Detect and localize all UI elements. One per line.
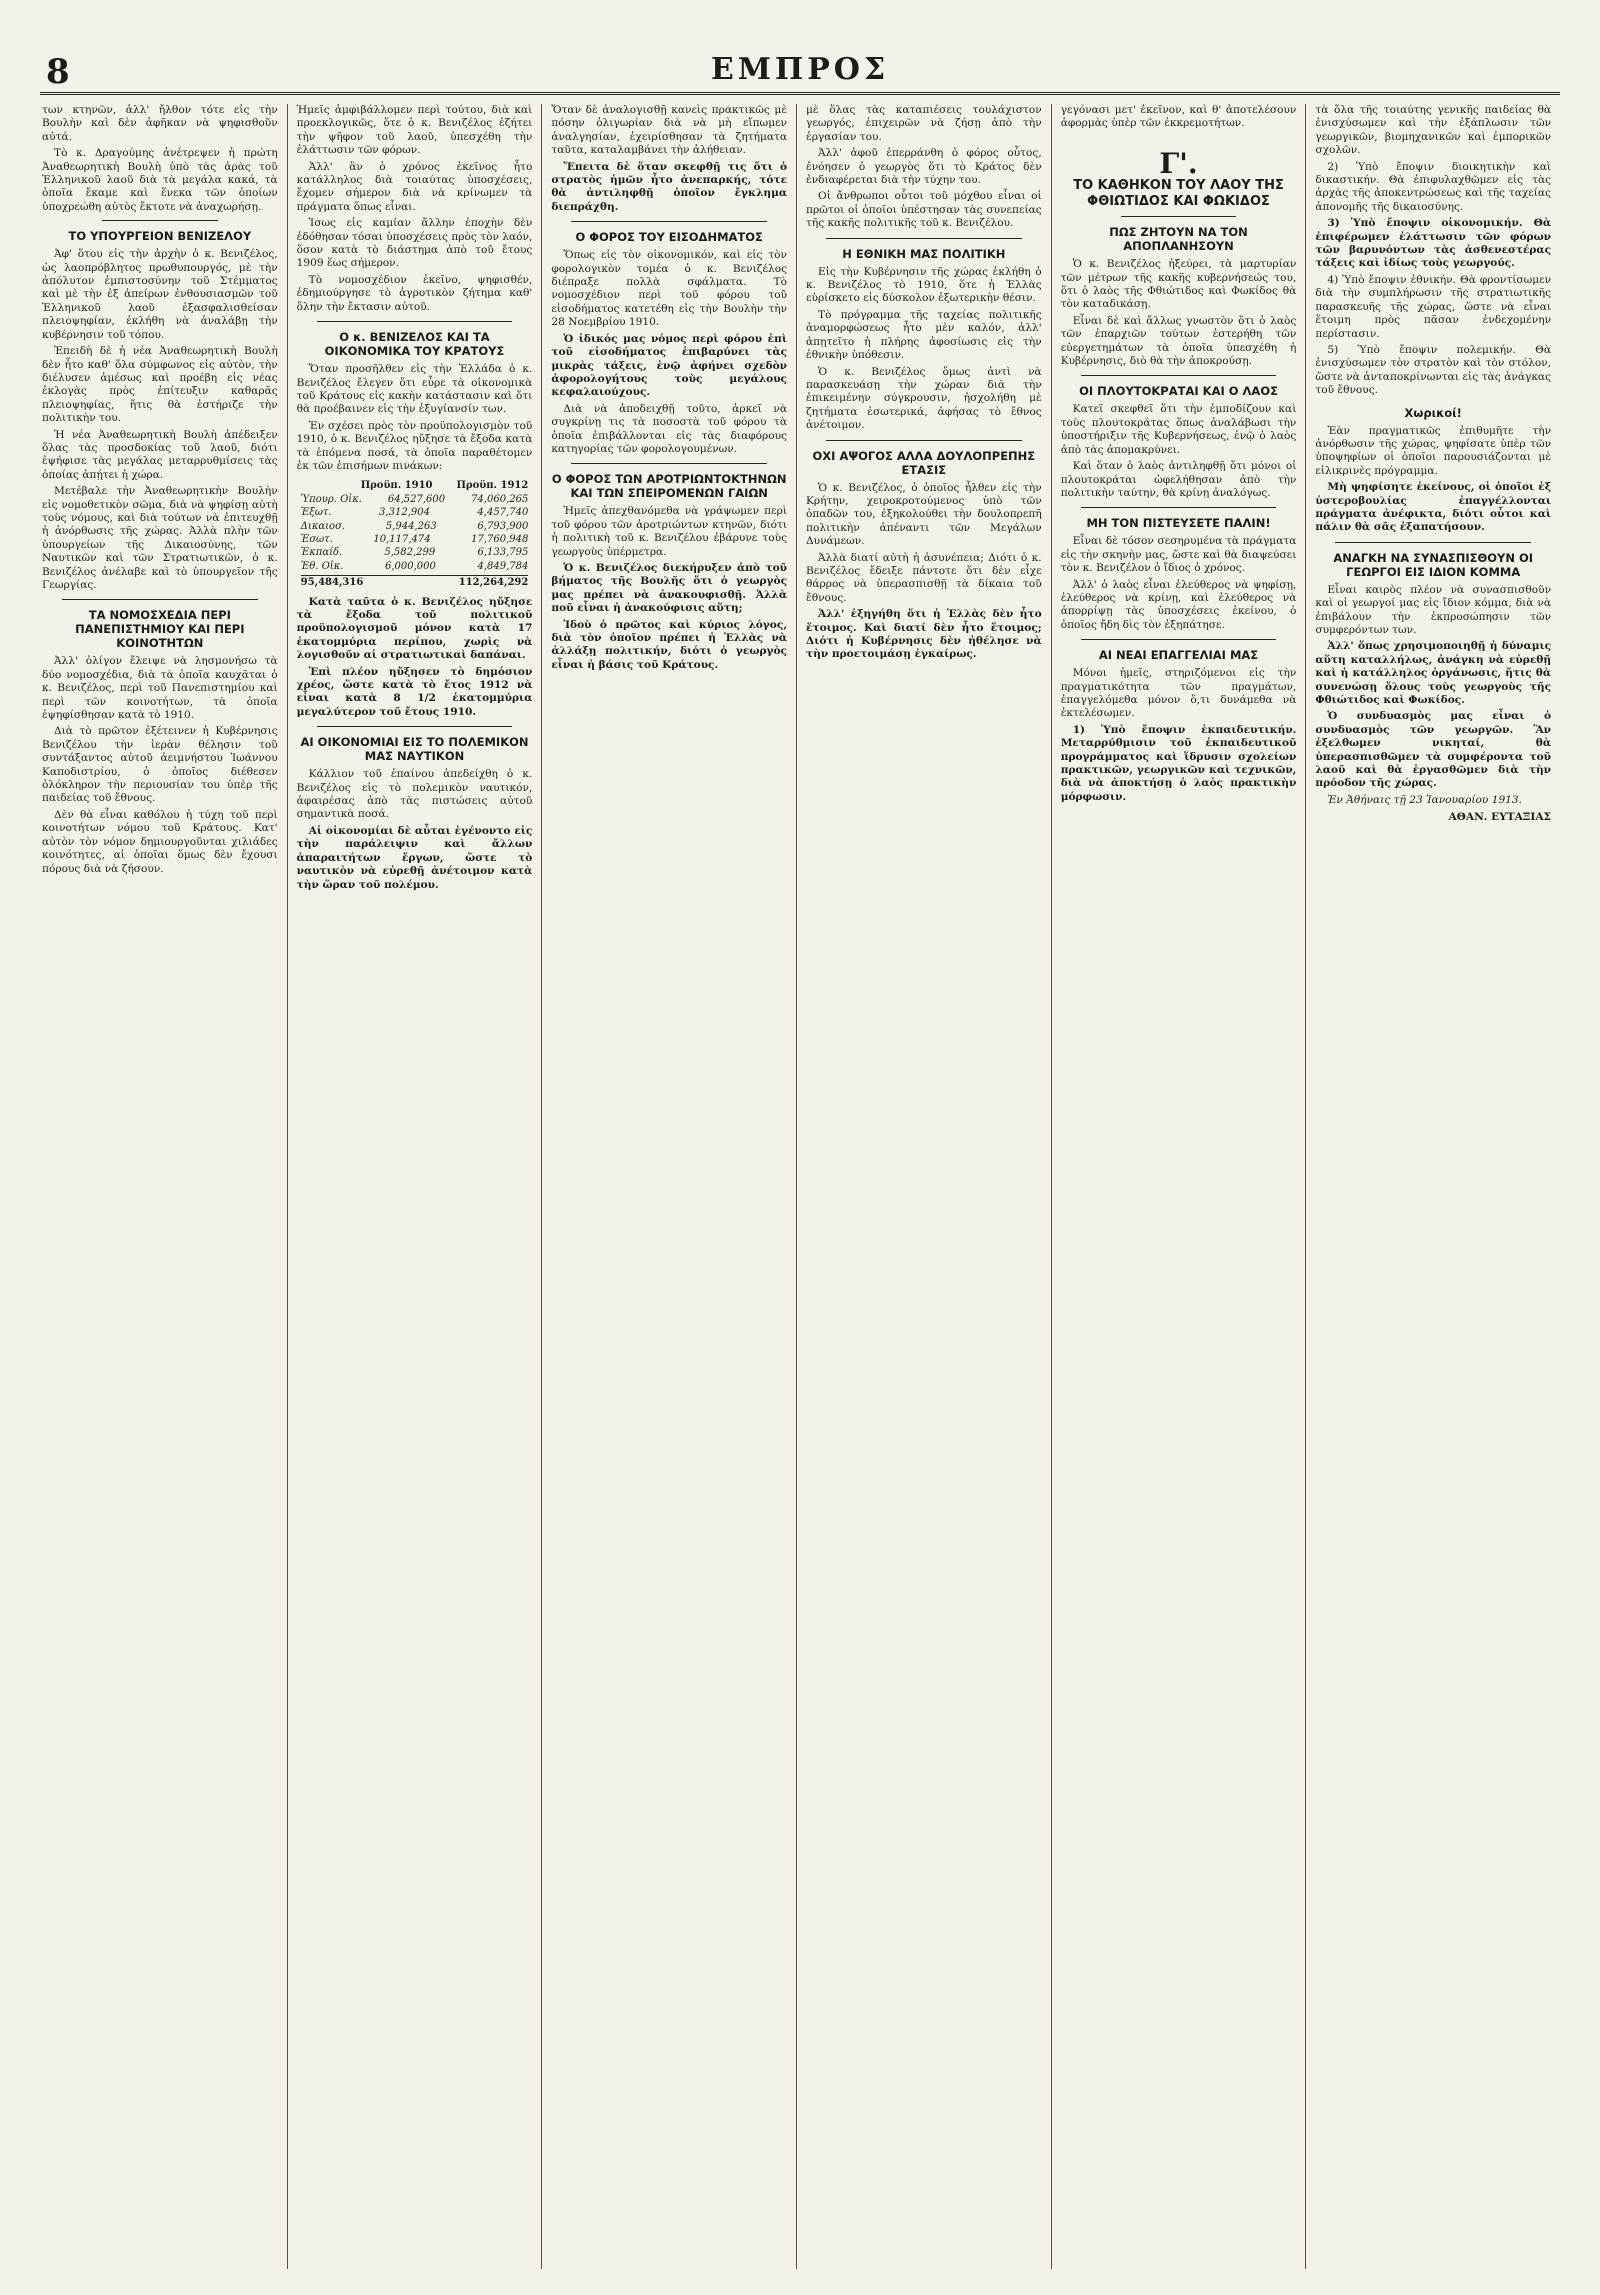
paragraph: Εἶναι καιρὸς πλέον νὰ συνασπισθοῦν καὶ οἱ γεωργοί μας εἰς ἴδιον κόμμα, διὰ νὰ ἐπιβάλουν τὴν ἐκπροσώπησιν τῶν συμφερόντων των. — [1315, 583, 1552, 636]
table-cell: 4,457,740 — [477, 507, 529, 519]
section-heading: ΟΧΙ ΑΨΟΓΟΣ ΑΛΛΑ ΔΟΥΛΟΠΡΕΠΗΣ ΕΤΑΣΙΣ — [812, 448, 1036, 477]
section-heading: ΟΙ ΠΛΟΥΤΟΚΡΑΤΑΙ ΚΑΙ Ο ΛΑΟΣ — [1079, 384, 1278, 399]
paragraph: Μὴ ψηφίσητε ἐκείνους, οἱ ὁποῖοι ἐξ ὑστεροβουλίας ἐπαγγέλλονται πράγματα ἀνέφικτα, διότι οὗτοι καὶ πάλιν θὰ σᾶς ἐξαπατήσουν. — [1315, 481, 1552, 534]
section-heading: ΑΝΑΓΚΗ ΝΑ ΣΥΝΑΣΠΙΣΘΟΥΝ ΟΙ ΓΕΩΡΓΟΙ ΕΙΣ ΙΔΙΟΝ ΚΟΜΜΑ — [1333, 550, 1534, 579]
paragraph: Εἰς τὴν Κυβέρνησιν τῆς χώρας ἐκλήθη ὁ κ. Βενιζέλος τὸ 1910, ὅτε ἡ Ἑλλὰς εὑρίσκετο εἰς δύσκολον ἐξωτερικὴν θέσιν. — [806, 265, 1042, 305]
newspaper-title: ΕΜΠΡΟΣ — [710, 52, 890, 87]
paragraph: Κατὰ ταῦτα ὁ κ. Βενιζέλος ηὔξησε τὰ ἔξοδα τοῦ πολιτικοῦ προϋπολογισμοῦ μόνον κατὰ 17 ἑκατομμύρια περίπου, χωρὶς νὰ λογισθοῦν αἱ στρατιωτικαὶ δαπάναι. — [296, 595, 533, 662]
section-heading: ΑΙ ΝΕΑΙ ΕΠΑΓΓΕΛΙΑΙ ΜΑΣ — [1098, 648, 1259, 663]
table-cell: 6,000,000 — [384, 560, 436, 572]
divider — [1081, 639, 1277, 640]
paragraph: Ἀλλ' ἂν ὁ χρόνος ἐκεῖνος ἦτο κατάλληλος διὰ τοιαύτας ὑποσχέσεις, ἔχομεν σήμερον διὰ νὰ κρίνωμεν τὰ πράγματα ὅπως εἶναι. — [296, 160, 533, 213]
paragraph: 3) Ὑπὸ ἔποψιν οἰκονομικήν. Θὰ ἐπιφέρωμεν ἐλάττωσιν τῶν φόρων τῶν βαρυνόντων τὰς ἀσθενεστέρας τάξεις καὶ ἰδίως τοὺς γεωργούς. — [1315, 217, 1552, 270]
paragraph: Ἀλλ' ὅπως χρησιμοποιηθῇ ἡ δύναμις αὕτη καταλλήλως, ἀνάγκη νὰ εὑρεθῇ καὶ ἡ κατάλληλος ὀργάνωσις, ἥτις θὰ συνενώσῃ ὅλους τοὺς γεωργοὺς τῆς Φθιώτιδος καὶ Φωκίδος. — [1315, 640, 1552, 707]
section-heading: Ο κ. ΒΕΝΙΖΕΛΟΣ ΚΑΙ ΤΑ ΟΙΚΟΝΟΜΙΚΑ ΤΟΥ ΚΡΑΤΟΥΣ — [324, 330, 505, 359]
paragraph: Ὁ κ. Βενιζέλος διεκήρυξεν ἀπὸ τοῦ βήματος τῆς Βουλῆς ὅτι ὁ γεωργὸς μας πρέπει νὰ ἀνακουφισθῇ. Ἀλλὰ ποῦ εἶναι ἡ ἀνακούφισις αὕτη; — [551, 561, 788, 615]
paragraph: Ἰσως εἰς καμίαν ἄλλην ἐποχὴν δὲν ἐδόθησαν τόσαι ὑποσχέσεις πρὸς τὸν λαόν, ὅσον κατὰ τὸ διάστημα ἀπὸ τοῦ ἔτους 1909 ἕως σήμερον. — [296, 217, 533, 270]
paragraph: Εἶναι δὲ τόσον σεσηρυμένα τὰ πράγματα εἰς τὴν σκηνὴν μας, ὥστε καὶ θὰ διαψεύσει τὸν κ. Βενιζέλον ὁ ἴδιος ὁ χρόνος. — [1060, 535, 1297, 575]
divider — [571, 221, 767, 222]
paragraph: 5) Ὑπὸ ἔποψιν πολεμικήν. Θὰ ἐνισχύσωμεν τὸν στρατὸν καὶ τὸν στόλον, ὥστε νὰ ἀνταποκρίνωνται εἰς τὰς ἀνάγκας τοῦ ἔθνους. — [1315, 343, 1552, 397]
table-header — [301, 479, 529, 492]
paragraph: Ἡ νέα Ἀναθεωρητικὴ Βουλὴ ἀπέδειξεν ὅλας τὰς προσδοκίας τοῦ λαοῦ, διότι ἐψήφισε τὰς μεγάλας μεταρρυθμίσεις τὰς ὁποίας ἀπῄτει ἡ χώρα. — [42, 428, 278, 481]
column-5 — [1051, 104, 1306, 2269]
paragraph: Ὁ κ. Βενιζέλος, ὁ ὁποῖος ἦλθεν εἰς τὴν Κρήτην, χειροκροτούμενος ὑπὸ τῶν ὀπαδῶν του, ἐξηκολούθει τὴν δουλοπρεπῆ πολιτικὴν ἀπέναντι τῶν Μεγάλων Δυνάμεων. — [806, 481, 1042, 548]
section-heading: Ο ΦΟΡΟΣ ΤΩΝ ΑΡΟΤΡΙΩΝΤΟΚΤΗΝΩΝ ΚΑΙ ΤΩΝ ΣΠΕΙΡΟΜΕΝΩΝ ΓΑΙΩΝ — [551, 472, 787, 501]
paragraph: Ἀλλ' ὁ λαὸς εἶναι ἐλεύθερος νὰ ψηφίσῃ, ἐλεύθερος νὰ κρίνῃ, καὶ ἐλεύθερος νὰ ἀπορρίψῃ τὰς ὑποσχέσεις ἐκείνου, ὁ ὁποῖος ἤδη δὶς τὸν ἐξηπάτησε. — [1060, 578, 1297, 631]
table-header-cell: Προϋπ. 1912 — [456, 480, 529, 492]
column-2 — [287, 104, 542, 2269]
paragraph: Ἐπειδὴ δὲ ἡ νέα Ἀναθεωρητικὴ Βουλὴ δὲν ἦτο καθ' ὅλα σύμφωνος εἰς αὐτὸν, τὴν διέλυσεν ἀμέσως καὶ προέβη εἰς νέας ἐκλογὰς πρὸς ἐπίτευξιν καθαρᾶς πλειοψηφίας, ἥτις θὰ ἐστήριζε τὴν πολιτικὴν του. — [42, 345, 278, 425]
table-cell: 6,793,900 — [477, 520, 529, 532]
table-row — [301, 520, 529, 533]
paragraph: 2) Ὑπὸ ἔποψιν διοικητικὴν καὶ δικαστικήν. Θὰ ἐπιφυλαχθῶμεν εἰς τὰς ἀρχὰς τῆς ἀποκεντρώσεως καὶ τῆς ταχείας ἀπονομῆς τῆς δικαιοσύνης. — [1315, 160, 1552, 213]
table-cell: Ὑπουρ. Οἰκ. — [300, 493, 362, 505]
paragraph: Διὰ τὸ πρῶτον ἐξέτεινεν ἡ Κυβέρνησις Βενιζέλου τὴν ἱερὰν θέλησιν τοῦ συντάξαντος αὐτοῦ ἀειμνήστου Ἰωάννου Καποδιστρίου, ὁ ὁποῖος διέθεσεν ὁλόκληρον τὴν περιουσίαν του ὑπὲρ τῆς παιδείας τοῦ ἔθνους. — [42, 725, 278, 805]
paragraph: Αἱ οἰκονομίαι δὲ αὗται ἐγένοντο εἰς τὴν παράλειψιν καὶ ἄλλων ἀπαραιτήτων ἔργων, ὥστε τὸ ναυτικὸν νὰ εὑρεθῇ ἀνέτοιμον κατὰ τὴν ὥραν τοῦ πολέμου. — [296, 824, 533, 891]
table-row — [301, 560, 529, 573]
paragraph: Ἀφ' ὅτου εἰς τὴν ἀρχὴν ὁ κ. Βενιζέλος, ὡς λαοπρόβλητος πρωθυπουργός, μὲ τὴν ἀπόλυτον ἐμπιστοσύνην τοῦ Στέμματος καὶ μὲ τὴν ἐξ ἀπείρων ἐνθουσιασμῶν τοῦ Ἑλληνικοῦ λαοῦ ἐξασφαλισθείσαν πλειοψηφίαν, ἐκλήθη νὰ ἀναλάβῃ τὴν κυβέρνησιν τοῦ τόπου. — [42, 248, 278, 341]
table-header-cell: Προϋπ. 1910 — [360, 480, 433, 492]
paragraph: Εἶναι δὲ καὶ ἄλλως γνωστὸν ὅτι ὁ λαὸς τῶν ἐπαρχιῶν τούτων ἐστερήθη τῶν εὐεργετημάτων τὰ ὁποῖα ὑπεσχέθη ἡ Κυβέρνησις, διὸ θὰ τὴν ἀποκρούσῃ. — [1060, 314, 1297, 368]
divider — [1081, 507, 1277, 508]
paragraph: Ἔπειτα δὲ ὅταν σκεφθῇ τις ὅτι ὁ στρατὸς ἡμῶν ἦτο ἀνεπαρκής, τότε θὰ ἀντιληφθῇ ὁποῖον ἔγκλημα διεπράχθη. — [551, 160, 788, 213]
section-heading: ΤΟ ΚΑΘΗΚΟΝ ΤΟΥ ΛΑΟΥ ΤΗΣ ΦΘΙΩΤΙΔΟΣ ΚΑΙ ΦΩΚΙΔΟΣ — [1073, 178, 1284, 210]
column-4 — [796, 104, 1051, 2269]
table-cell: 95,484,316 — [300, 577, 364, 589]
table-cell: 5,582,299 — [384, 547, 436, 559]
paragraph: Ὁ ἰδικός μας νόμος περὶ φόρου ἐπὶ τοῦ εἰσοδήματος ἐπιβαρύνει τὰς μικρὰς τάξεις, ἐνῷ ἀφήνει σχεδὸν ἀφορολογήτους τοὺς μεγάλους κεφαλαιούχους. — [551, 332, 788, 399]
table-cell: 17,760,948 — [471, 533, 529, 545]
paragraph: Ἀλλ' ἐξηγήθη ὅτι ἡ Ἑλλὰς δὲν ἦτο ἕτοιμος. Καὶ διατί δὲν ἦτο ἕτοιμος; Διότι ἡ Κυβέρνησις δὲν ἠθέλησε νὰ τὴν προετοιμάσῃ ἐγκαίρως. — [806, 608, 1042, 661]
table-cell: 74,060,265 — [471, 493, 529, 505]
paragraph: Κατεῖ σκεφθεῖ ὅτι τὴν ἐμποδίζουν καὶ τοὺς πλουτοκράτας ὅπως ἀναλάβωσι τὴν ὑποστήριξιν τῆς Κυβερνήσεως, ἐνῷ ὁ λαὸς ἀπὸ τὰς ἀπομακρύνει. — [1060, 403, 1297, 456]
paragraph: 4) Ὑπὸ ἔποψιν ἐθνικήν. Θὰ φροντίσωμεν διὰ τὴν συμπλήρωσιν τῆς στρατιωτικῆς παρασκευῆς τῆς χώρας, ὥστε νὰ εἶναι ἕτοιμη πρὸς πᾶσαν ἐνδεχομένην περίστασιν. — [1315, 273, 1552, 340]
table-row — [301, 493, 529, 506]
divider — [317, 726, 513, 727]
budget-table — [301, 479, 529, 589]
paragraph: Ὁ συνδυασμὸς μας εἶναι ὁ συνδυασμὸς τῶν γεωργῶν. Ἂν ἐξελθωμεν νικηταί, θὰ ὑπερασπισθῶμεν τὰ συμφέροντα τοῦ λαοῦ καὶ θὰ ἐργασθῶμεν διὰ τὴν πρόοδον τῆς χώρας. — [1315, 710, 1552, 790]
paragraph: Ἀλλὰ διατί αὐτὴ ἡ ἀσυνέπεια; Διότι ὁ κ. Βενιζέλος ἔδειξε πάντοτε ὅτι δὲν εἶχε θάρρος νὰ ὑπερασπισθῇ τὰ δίκαια τοῦ ἔθνους. — [806, 551, 1042, 604]
paragraph: Οἱ ἄνθρωποι οὗτοι τοῦ μόχθου εἶναι οἱ πρῶτοι οἱ ὁποῖοι ὑπέστησαν τὰς συνεπείας τῆς κακῆς πολιτικῆς τοῦ κ. Βενιζέλου. — [806, 190, 1042, 230]
paragraph: Καὶ ὅταν ὁ λαὸς ἀντιληφθῇ ὅτι μόνοι οἱ πλουτοκράται ὠφελήθησαν ἀπὸ τὴν πολιτικὴν ταύτην, θὰ κρίνῃ ἀναλόγως. — [1060, 460, 1297, 499]
paragraph: Μετέβαλε τὴν Ἀναθεωρητικὴν Βουλὴν εἰς νομοθετικὸν σῶμα, διὰ νὰ ψηφίσῃ αὐτὴ τοὺς νόμους, καὶ διὰ τούτων νὰ ἐπιτευχθῇ ἡ ἀνόρθωσις τῆς χώρας. Ἀλλὰ πλὴν τῶν ὑπουργείων τῆς Δικαιοσύνης, τῶν Ναυτικῶν καὶ τῶν Στρατιωτικῶν, ὁ κ. Βενιζέλος ἀνέλαβε καὶ τὸ ὑπουργεῖον τῆς Γεωργίας. — [42, 485, 278, 591]
divider — [826, 440, 1022, 441]
paragraph: Κάλλιον τοῦ ἐπαίνου ἀπεδείχθη ὁ κ. Βενιζέλος εἰς τὸ πολεμικὸν ναυτικόν, ἀφαιρέσας ἀπὸ τὰς πιστώσεις αὐτοῦ σημαντικὰ ποσά. — [296, 768, 533, 821]
paragraph: Ὅταν προσῆλθεν εἰς τὴν Ἑλλάδα ὁ κ. Βενιζέλος ἔλεγεν ὅτι εὗρε τὰ οἰκονομικὰ τοῦ Κράτους εἰς κακὴν κατάστασιν καὶ ὅτι θὰ προέβαινεν εἰς τὴν ἐξυγίανσίν των. — [296, 363, 533, 416]
table-cell: Ἐσωτ. — [300, 533, 333, 545]
section-heading: Η ΕΘΝΙΚΗ ΜΑΣ ΠΟΛΙΤΙΚΗ — [842, 246, 1006, 261]
paragraph: Τὸ νομοσχέδιον ἐκεῖνο, ψηφισθέν, ἐδημιούργησε τὸ ἀγροτικὸν ζήτημα καθ' ὅλην τὴν ἔκτασιν αὐτοῦ. — [296, 273, 533, 313]
divider — [1121, 216, 1237, 217]
columns — [40, 104, 1560, 2269]
paragraph: Ἡμεῖς ἀπεχθανόμεθα νὰ γράψωμεν περὶ τοῦ φόρου τῶν ἀροτριώντων κτηνῶν, διότι ἡ πολιτικὴ τοῦ κ. Βενιζέλου ἐβάρυνε τοὺς γεωργοὺς ὑπέρμετρα. — [551, 505, 788, 558]
paragraph: Τὸ πρόγραμμα τῆς ταχείας πολιτικῆς ἀναμορφώσεως ἦτο μὲν καλόν, ἀλλ' ἀπῃτεῖτο ἡ πλήρης ἀφοσίωσις εἰς τὴν ἐθνικὴν ὑπόθεσιν. — [806, 308, 1042, 362]
column-3 — [541, 104, 796, 2269]
paragraph: Ἐπὶ πλέον ηὔξησεν τὸ δημόσιον χρέος, ὥστε κατὰ τὸ ἔτος 1912 νὰ εἶναι κατὰ 8 1/2 ἑκατομμύρια μεγαλύτερον τοῦ ἔτους 1910. — [296, 665, 533, 718]
paragraph: Δὲν θὰ εἶναι καθόλου ἡ τύχη τοῦ περὶ κοινοτήτων νόμου τοῦ Κράτους. Κατ' αὐτὸν τὸν νόμον δημιουργοῦνται χιλιάδες κοινότητες, αἱ ὁποῖαι ὅμως δὲν ἔχουσι πόρους διὰ νὰ ζήσουν. — [42, 808, 278, 875]
paragraph: Ἀλλ' ἀφοῦ ἐπερράνθη ὁ φόρος οὗτος, ἐνόησεν ὁ γεωργὸς ὅτι τὸ Κράτος δὲν ἐνδιαφέρεται διὰ τὴν τύχην του. — [806, 147, 1042, 187]
table-cell: 64,527,600 — [387, 493, 446, 505]
paragraph: μὲ ὅλας τὰς καταπιέσεις τουλάχιστον γεωργός, ἐπιχειρῶν νὰ ζήσῃ ἀπὸ τὴν ἐργασίαν του. — [806, 104, 1042, 143]
table-cell: 5,944,263 — [385, 520, 437, 532]
section-number: Γ'. — [1159, 146, 1198, 180]
table-cell: 6,133,795 — [477, 547, 529, 559]
divider — [1335, 542, 1531, 543]
table-cell: Ἐκπαίδ. — [300, 547, 343, 559]
section-heading: ΜΗ ΤΟΝ ΠΙΣΤΕΥΣΕΤΕ ΠΑΛΙΝ! — [1086, 516, 1271, 531]
table-cell: 3,312,904 — [379, 507, 430, 519]
divider — [571, 463, 767, 464]
table-row — [301, 506, 529, 519]
section-heading: ΑΙ ΟΙΚΟΝΟΜΙΑΙ ΕΙΣ ΤΟ ΠΟΛΕΜΙΚΟΝ ΜΑΣ ΝΑΥΤΙΚΟΝ — [300, 735, 529, 764]
section-subheading: ΠΩΣ ΖΗΤΟΥΝ ΝΑ ΤΟΝ ΑΠΟΠΛΑΝΗΣΟΥΝ — [1109, 225, 1248, 254]
section-heading: Ο ΦΟΡΟΣ ΤΟΥ ΕΙΣΟΔΗΜΑΤΟΣ — [575, 230, 763, 245]
divider — [826, 238, 1022, 239]
paragraph: Ὁ κ. Βενιζέλος ἠξεύρει, τὰ μαρτυρίαν τῶν μέτρων τῆς κακῆς κυβερνήσεώς του, ὅτι ὁ λαὸς τῆς Φθιώτιδος καὶ Φωκίδος θὰ τὸν καταδικάσῃ. — [1060, 258, 1297, 311]
paragraph: Ἰδοὺ ὁ πρῶτος καὶ κύριος λόγος, διὰ τὸν ὁποῖον πρέπει ἡ Ἑλλὰς νὰ ἀλλάξῃ πολιτικήν, διότι ὁ γεωργὸς εἶναι ἡ βάσις τοῦ Κράτους. — [551, 618, 788, 671]
paragraph: Ἡμεῖς ἀμφιβάλλομεν περὶ τούτου, διὰ καὶ προεκλογικῶς, ὅτε ὁ κ. Βενιζέλος ἐζήτει τὴν ψῆφον τοῦ λαοῦ, ὑπεσχέθη τὴν ἐλάττωσιν τῶν φόρων. — [296, 104, 533, 157]
paragraph: 1) Ὑπὸ ἔποψιν ἐκπαιδευτικήν. Μεταρρύθμισιν τοῦ ἐκπαιδευτικοῦ προγράμματος καὶ ἵδρυσιν σχολείων πρακτικῶν, γεωργικῶν καὶ τεχνικῶν, διὰ νὰ ἀποκτήσῃ ὁ λαὸς πρακτικὴν μόρφωσιν. — [1060, 723, 1297, 803]
section-heading: ΤΟ ΥΠΟΥΡΓΕΙΟΝ ΒΕΝΙΖΕΛΟΥ — [68, 229, 252, 244]
table-row — [301, 546, 529, 559]
paragraph: Ὁ κ. Βενιζέλος ὅμως ἀντὶ νὰ παρασκευάσῃ τὴν χώραν διὰ τὴν ἐπικειμένην σύγκρουσιν, ἠσχολήθη μὲ ζητήματα ἐσωτερικά, ἀφήσας τὸ ἔθνος ἀνέτοιμον. — [806, 365, 1042, 432]
exclamation-heading: Χωρικοί! — [1404, 405, 1462, 420]
paragraph: των κτηνῶν, ἀλλ' ἤλθον τότε εἰς τὴν Βουλὴν καὶ δὲν ἀφῆκαν νὰ ψηφισθοῦν αὐτά. — [42, 104, 278, 143]
table-cell: 112,264,292 — [458, 577, 529, 589]
table-row — [301, 533, 529, 546]
table-cell: 4,849,784 — [477, 560, 529, 572]
divider — [102, 220, 218, 221]
table-total-row — [301, 575, 529, 589]
signature: ΑΘΑΝ. ΕΥΤΑΞΙΑΣ — [1448, 811, 1552, 824]
paragraph: Ἀλλ' ὀλίγον ἔλειψε νὰ λησμονήσω τὰ δύο νομοσχέδια, διὰ τὰ ὁποῖα καυχᾶται ὁ κ. Βενιζέλος, περὶ τοῦ Πανεπιστημίου καὶ περὶ τῶν κοινοτήτων, τὰ ὁποῖα ἐψηφίσθησαν κατὰ τὸ 1910. — [42, 655, 278, 722]
paragraph: γεγόνασι μετ' ἐκεῖνον, καὶ θ' ἀποτελέσουν ἀφορμὰς ὑπὲρ τῶν ἐκκρεμοτήτων. — [1060, 104, 1297, 130]
paragraph: Ἐν σχέσει πρὸς τὸν προϋπολογισμὸν τοῦ 1910, ὁ κ. Βενιζέλος ηὔξησε τὰ ἔξοδα κατὰ τὰ ἑπόμενα ποσά, τὰ ὁποῖα παραθέτομεν ἐκ τῶν ἐπισήμων πινάκων: — [296, 419, 533, 472]
divider — [317, 321, 513, 322]
divider — [1081, 375, 1277, 376]
table-cell: Δικαιοσ. — [300, 520, 346, 532]
paragraph: Ἐὰν πραγματικῶς ἐπιθυμῆτε τὴν ἀνόρθωσιν τῆς χώρας, ψηφίσατε ὑπὲρ τῶν ὑποψηφίων οἱ ὁποῖοι παρουσιάζονται μὲ εἰλικρινὲς πρόγραμμα. — [1315, 424, 1552, 477]
page-number: 8 — [46, 52, 70, 92]
section-heading: ΤΑ ΝΟΜΟΣΧΕΔΙΑ ΠΕΡΙ ΠΑΝΕΠΙΣΤΗΜΙΟΥ ΚΑΙ ΠΕΡΙ ΚΟΙΝΟΤΗΤΩΝ — [75, 608, 245, 651]
paragraph: τὰ ὅλα τῆς τοιαύτης γενικῆς παιδείας θὰ ἐνισχύσωμεν καὶ τὴν ἐξάπλωσιν τῶν γεωργικῶν, βιομηχανικῶν καὶ ἐμπορικῶν σχολῶν. — [1315, 104, 1552, 157]
column-6 — [1305, 104, 1560, 2269]
divider — [62, 599, 258, 600]
paragraph: Μόνοι ἡμεῖς, στηριζόμενοι εἰς τὴν πραγματικότητα τῶν πραγμάτων, ἐπαγγελόμεθα μόνον ὅ,τι δυνάμεθα νὰ ἐκτελέσωμεν. — [1060, 667, 1297, 720]
paragraph: Ὅταν δὲ ἀναλογισθῇ κανεὶς πρακτικῶς μὲ πόσην ὀλιγωρίαν διὰ νὰ μὴ εἴπωμεν ἀναλγησίαν, ἐχειρίσθησαν τὰ ζητήματα ταῦτα, καταλαμβάνει τὴν ἀλήθειαν. — [551, 104, 788, 157]
table-cell: Ἐθ. Οἰκ. — [300, 560, 344, 572]
masthead — [40, 52, 1560, 95]
paragraph: Διὰ νὰ ἀποδειχθῇ τοῦτο, ἀρκεῖ νὰ συγκρίνῃ τις τὰ ποσοστὰ τοῦ φόρου τὰ ὁποῖα ἐπιβάλλονται εἰς τὰς διαφόρους κατηγορίας τῶν φορολογουμένων. — [551, 402, 788, 455]
column-1 — [40, 104, 287, 2269]
table-cell: 10,117,474 — [373, 533, 431, 545]
dateline: Ἐν Ἀθήναις τῇ 23 Ἰανουαρίου 1913. — [1327, 793, 1523, 806]
table-cell: Ἐξωτ. — [300, 507, 332, 519]
paragraph: Ὅπως εἰς τὸν οἰκονομικόν, καὶ εἰς τὸν φορολογικὸν τομέα ὁ κ. Βενιζέλος διέπραξε πολλὰ σφάλματα. Τὸ νομοσχέδιον περὶ τοῦ φόρου τοῦ εἰσοδήματος κατετέθη εἰς τὴν Βουλὴν τὴν 28 Νοεμβρίου 1910. — [551, 249, 788, 329]
paragraph: Τὸ κ. Δραγούμης ἀνέτρεψεν ἡ πρώτη Ἀναθεωρητικὴ Βουλὴ ὑπὸ τὰς ἀρὰς τοῦ Ἑλληνικοῦ λαοῦ διὰ τὰ μεγάλα κακά, τὰ ὁποῖα ἔκαμε καὶ ἕνεκα τῶν ὁποίων ὑποχρεώθη αὐτὸς ἔκτοτε νὰ ἀναχωρήσῃ. — [42, 147, 278, 213]
